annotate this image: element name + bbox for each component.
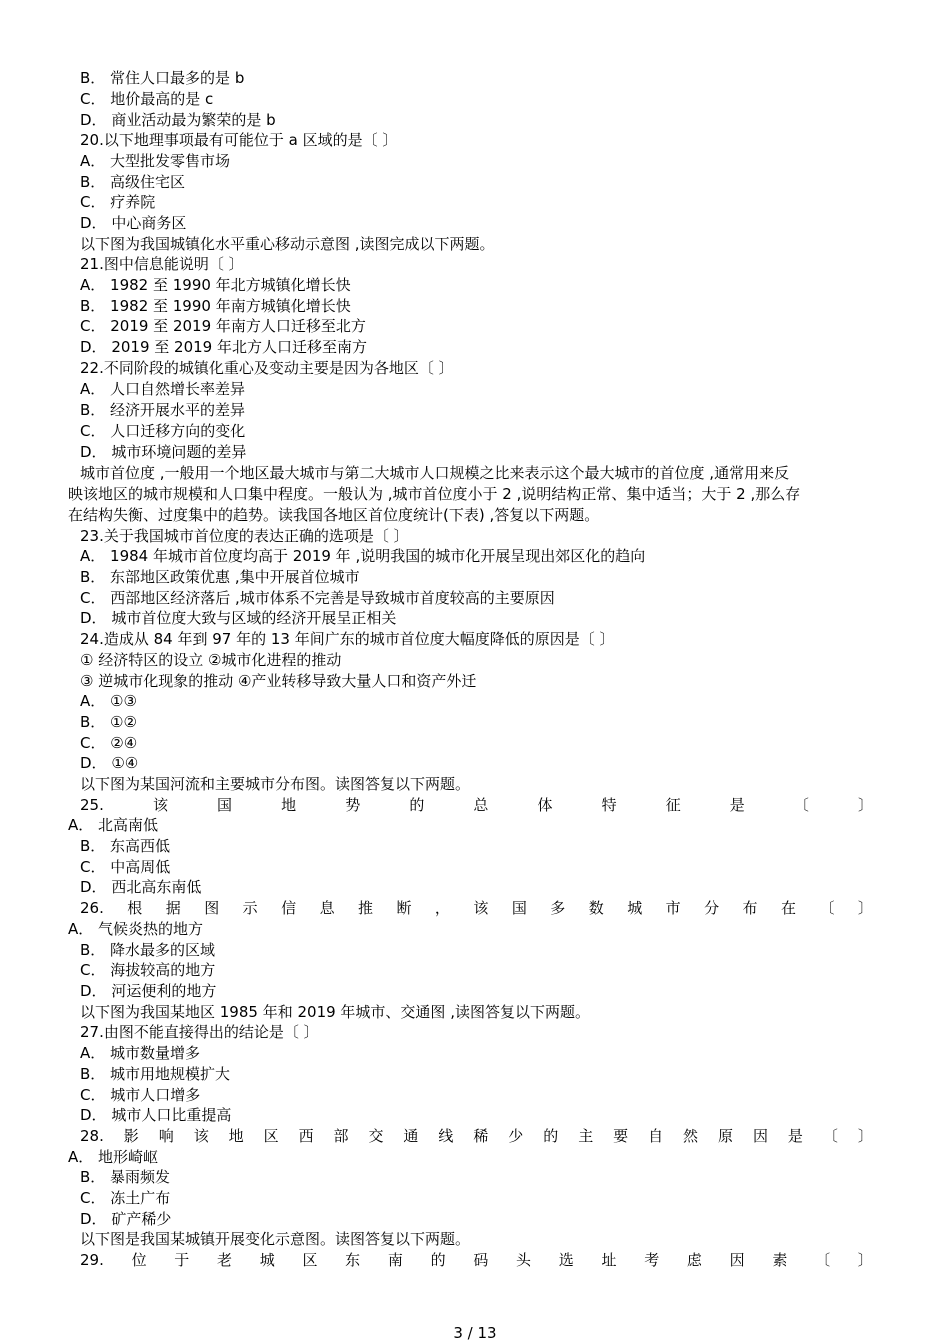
option-b: B． ①②: [80, 713, 137, 731]
option-a: A． 北高南低: [68, 816, 159, 834]
option-b: B． 东高西低: [80, 837, 171, 855]
q28-token: 通: [403, 1127, 419, 1145]
option-b: B． 高级住宅区: [80, 173, 186, 191]
option-c: C． ②④: [80, 734, 138, 752]
q29-token: 老: [217, 1251, 233, 1269]
option-d: D． 城市人口比重提高: [80, 1106, 232, 1124]
option-c: C． 地价最高的是 c: [80, 90, 214, 108]
option-a: A． 大型批发零售市场: [80, 152, 231, 170]
option-b: B． 降水最多的区域: [80, 941, 216, 959]
q25-token: 国: [217, 796, 233, 814]
question-28: [80, 1126, 873, 1146]
question-25: [80, 795, 873, 815]
q25-token: 总: [473, 796, 489, 814]
q28-token: 主: [578, 1127, 594, 1145]
q26-token: 示: [242, 899, 258, 917]
question-24: 24.造成从 84 年到 97 年的 13 年间广东的城市首位度大幅度降低的原因是〔 〕: [80, 630, 615, 648]
q29-token: 址: [601, 1251, 617, 1269]
q26-token: 26.: [80, 899, 104, 917]
q29-token: 虑: [686, 1251, 702, 1269]
q29-token: 〕: [857, 1251, 873, 1269]
q28-token: 原: [718, 1127, 734, 1145]
option-c: C． 中高周低: [80, 858, 171, 876]
q25-token: 势: [345, 796, 361, 814]
option-b: B． 城市用地规模扩大: [80, 1065, 231, 1083]
paragraph-line: 映该地区的城市规模和人口集中程度。一般认为 ,城市首位度小于 2 ,说明结构正常、集中适当；大于 2 ,那么存: [68, 485, 801, 503]
option-a: A． 气候炎热的地方: [68, 920, 204, 938]
q28-token: 交: [368, 1127, 384, 1145]
option-c: C． 城市人口增多: [80, 1086, 201, 1104]
option-c: C． 人口迁移方向的变化: [80, 422, 246, 440]
q28-token: 西: [298, 1127, 314, 1145]
q29-token: 素: [772, 1251, 788, 1269]
q29-token: 码: [473, 1251, 489, 1269]
question-27: 27.由图不能直接得出的结论是〔 〕: [80, 1023, 319, 1041]
q28-token: 因: [752, 1127, 768, 1145]
q26-token: 〕: [857, 899, 873, 917]
q26-token: 据: [165, 899, 181, 917]
option-d: D． 2019 至 2019 年北方人口迁移至南方: [80, 338, 367, 356]
question-21: 21.图中信息能说明〔 〕: [80, 255, 244, 273]
option-b: B． 暴雨频发: [80, 1168, 171, 1186]
instruction-text: 以下图是我国某城镇开展变化示意图。读图答复以下两题。: [80, 1230, 471, 1248]
option-d: D． 城市环境问题的差异: [80, 443, 247, 461]
option-a: A． ①③: [80, 692, 137, 710]
instruction-text: 以下图为我国城镇化水平重心移动示意图 ,读图完成以下两题。: [80, 235, 495, 253]
q28-token: 稀: [473, 1127, 489, 1145]
q26-token: 市: [665, 899, 681, 917]
q26-token: 息: [319, 899, 335, 917]
paragraph-line: 在结构失衡、过度集中的趋势。读我国各地区首位度统计(下表) ,答复以下两题。: [68, 506, 600, 524]
page-number: 3 / 13: [453, 1324, 497, 1342]
q26-token: ，: [434, 899, 450, 917]
option-a: A． 1982 至 1990 年北方城镇化增长快: [80, 276, 351, 294]
question-20: 20.以下地理事项最有可能位于 a 区域的是〔 〕: [80, 131, 398, 149]
q29-token: 因: [729, 1251, 745, 1269]
option-d: D． 西北高东南低: [80, 878, 202, 896]
q28-token: 地: [228, 1127, 244, 1145]
option-b: B． 1982 至 1990 年南方城镇化增长快: [80, 297, 351, 315]
question-29: [80, 1250, 873, 1270]
question-26: [80, 898, 873, 918]
q29-token: 〔: [815, 1251, 831, 1269]
question-22: 22.不同阶段的城镇化重心及变动主要是因为各地区〔 〕: [80, 359, 454, 377]
option-d: D． 中心商务区: [80, 214, 187, 232]
q26-token: 城: [627, 899, 643, 917]
option-b: B． 经济开展水平的差异: [80, 401, 246, 419]
q25-token: 25.: [80, 796, 104, 814]
option-d: D． 河运便利的地方: [80, 982, 217, 1000]
q28-token: 然: [683, 1127, 699, 1145]
option-d: D． ①④: [80, 754, 139, 772]
question-23: 23.关于我国城市首位度的表达正确的选项是〔 〕: [80, 527, 409, 545]
q25-token: 征: [665, 796, 681, 814]
q26-token: 推: [358, 899, 374, 917]
option-c: C． 冻土广布: [80, 1189, 171, 1207]
q29-token: 东: [345, 1251, 361, 1269]
option-a: A． 1984 年城市首位度均高于 2019 年 ,说明我国的城市化开展呈现出郊区化的趋向: [80, 547, 646, 565]
q26-token: 信: [281, 899, 297, 917]
q28-token: 影: [123, 1127, 139, 1145]
option-a: A． 城市数量增多: [80, 1044, 201, 1062]
q29-token: 考: [644, 1251, 660, 1269]
option-c: C． 西部地区经济落后 ,城市体系不完善是导致城市首度较高的主要原因: [80, 589, 555, 607]
statement-line: ① 经济特区的设立 ②城市化进程的推动: [80, 651, 342, 669]
q29-token: 选: [558, 1251, 574, 1269]
q29-token: 头: [516, 1251, 532, 1269]
q29-token: 于: [174, 1251, 190, 1269]
q29-token: 29.: [80, 1251, 104, 1269]
q26-token: 在: [781, 899, 797, 917]
q28-token: 线: [438, 1127, 454, 1145]
option-b: B． 常住人口最多的是 b: [80, 69, 245, 87]
q28-token: 区: [263, 1127, 279, 1145]
q26-token: 根: [127, 899, 143, 917]
option-a: A． 人口自然增长率差异: [80, 380, 246, 398]
q26-token: 断: [396, 899, 412, 917]
q28-token: 是: [787, 1127, 803, 1145]
q26-token: 图: [204, 899, 220, 917]
q26-token: 分: [704, 899, 720, 917]
instruction-text: 以下图为某国河流和主要城市分布图。读图答复以下两题。: [80, 775, 471, 793]
q25-token: 体: [537, 796, 553, 814]
q25-token: 〕: [857, 796, 873, 814]
q29-token: 的: [430, 1251, 446, 1269]
option-b: B． 东部地区政策优惠 ,集中开展首位城市: [80, 568, 360, 586]
q25-token: 特: [601, 796, 617, 814]
q25-token: 〔: [793, 796, 809, 814]
q29-token: 城: [259, 1251, 275, 1269]
q29-token: 位: [131, 1251, 147, 1269]
option-c: C． 2019 至 2019 年南方人口迁移至北方: [80, 317, 366, 335]
q26-token: 布: [742, 899, 758, 917]
option-d: D． 商业活动最为繁荣的是 b: [80, 111, 276, 129]
q25-token: 该: [152, 796, 168, 814]
statement-line: ③ 逆城市化现象的推动 ④产业转移导致大量人口和资产外迁: [80, 672, 477, 690]
q25-token: 地: [281, 796, 297, 814]
q25-token: 是: [729, 796, 745, 814]
option-c: C． 海拔较高的地方: [80, 961, 216, 979]
q28-token: 的: [543, 1127, 559, 1145]
option-d: D． 城市首位度大致与区域的经济开展呈正相关: [80, 609, 397, 627]
q26-token: 该: [473, 899, 489, 917]
q28-token: 少: [508, 1127, 524, 1145]
instruction-text: 以下图为我国某地区 1985 年和 2019 年城市、交通图 ,读图答复以下两题。: [80, 1003, 590, 1021]
q26-token: 数: [588, 899, 604, 917]
q25-token: 的: [409, 796, 425, 814]
q28-token: 〕: [857, 1127, 873, 1145]
q28-token: 28.: [80, 1127, 104, 1145]
q28-token: 该: [193, 1127, 209, 1145]
q28-token: 要: [613, 1127, 629, 1145]
q28-token: 部: [333, 1127, 349, 1145]
option-d: D． 矿产稀少: [80, 1210, 172, 1228]
paragraph-line: 城市首位度 ,一般用一个地区最大城市与第二大城市人口规模之比来表示这个最大城市的首位度 ,通常用来反: [80, 464, 790, 482]
option-c: C． 疗养院: [80, 193, 156, 211]
q26-token: 多: [550, 899, 566, 917]
q29-token: 南: [387, 1251, 403, 1269]
q26-token: 〔: [819, 899, 835, 917]
q29-token: 区: [302, 1251, 318, 1269]
q26-token: 国: [511, 899, 527, 917]
option-a: A． 地形崎岖: [68, 1148, 159, 1166]
q28-token: 自: [648, 1127, 664, 1145]
q28-token: 响: [158, 1127, 174, 1145]
q28-token: 〔: [822, 1127, 838, 1145]
